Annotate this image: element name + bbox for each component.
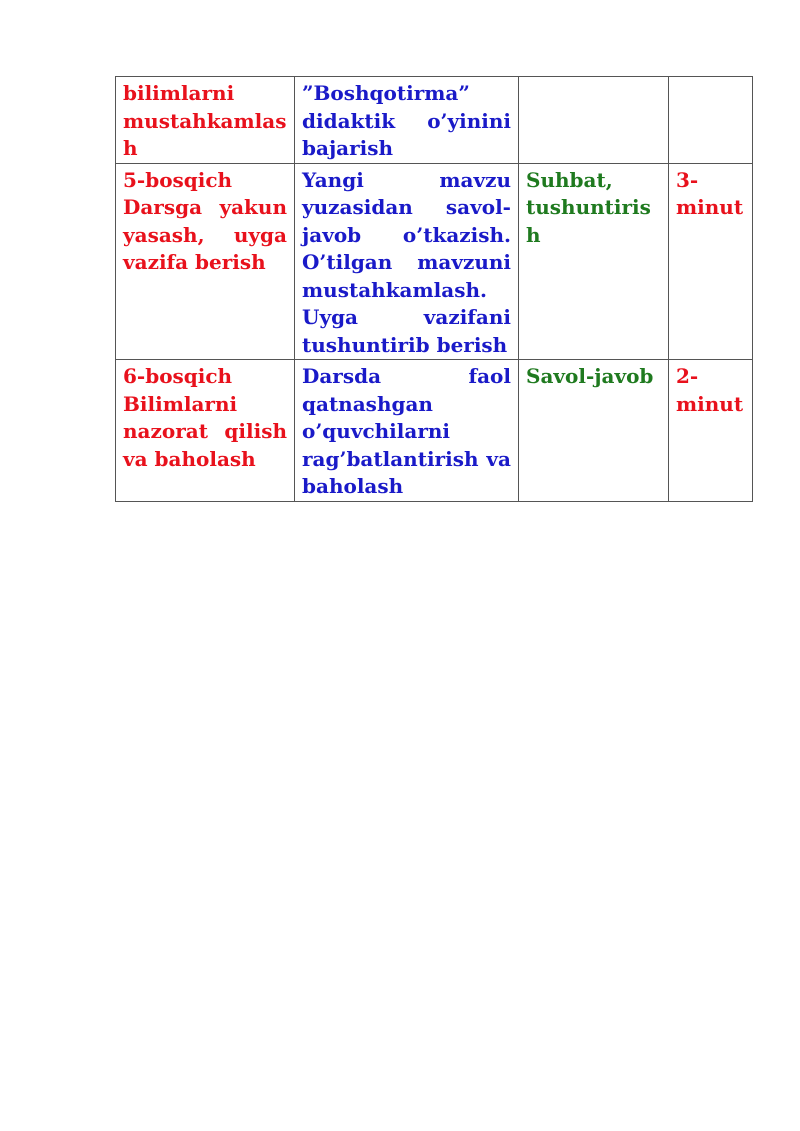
activity-text: baholash — [302, 474, 404, 498]
activity-text: Darsda faol — [302, 364, 511, 388]
activity-cell — [295, 77, 519, 164]
activity-text: mustahkamlash. — [302, 277, 487, 302]
stage-text: vazifa berish — [123, 250, 266, 274]
activity-text: O’tilgan mavzuni — [302, 250, 511, 274]
activity-text: Yangi mavzu — [302, 167, 511, 192]
method-cell — [519, 163, 669, 360]
stage-text: yasash, uyga — [123, 222, 287, 247]
time-text: minut — [676, 391, 744, 416]
time-text: 2- — [676, 364, 699, 388]
method-cell — [519, 77, 669, 164]
activity-text: didaktik o’yinini — [302, 108, 511, 133]
activity-text: yuzasidan savol- — [302, 195, 511, 219]
activity-text: ”Boshqotirma” — [302, 81, 470, 105]
method-text: Suhbat, — [526, 167, 613, 192]
stage-text: nazorat qilish — [123, 419, 287, 443]
stage-text: mustahkamlas — [123, 108, 287, 133]
stage-text: Darsga yakun — [123, 195, 287, 219]
activity-text: qatnashgan — [302, 391, 433, 416]
time-text: minut — [676, 195, 744, 219]
table-row — [116, 163, 753, 360]
stage-text: h — [123, 136, 138, 160]
time-cell — [669, 77, 753, 164]
time-cell — [669, 163, 753, 360]
stage-cell — [116, 360, 295, 502]
time-text: 3- — [676, 167, 699, 192]
time-cell — [669, 360, 753, 502]
stage-cell — [116, 163, 295, 360]
table-row — [116, 360, 753, 502]
activity-text: Uyga vazifani — [302, 305, 511, 329]
stage-text: va baholash — [123, 446, 256, 471]
method-text: Savol-javob — [526, 364, 654, 388]
activity-text: rag’batlantirish va — [302, 446, 511, 471]
activity-text: bajarish — [302, 136, 394, 160]
stage-text: 5-bosqich — [123, 167, 233, 192]
method-text: tushuntirish — [526, 195, 651, 247]
activity-text: tushuntirib berish — [302, 332, 508, 357]
activity-text: o’quvchilarni — [302, 419, 450, 443]
stage-text: 6-bosqich — [123, 364, 233, 388]
activity-cell — [295, 360, 519, 502]
lesson-plan-table — [115, 76, 753, 502]
activity-cell — [295, 163, 519, 360]
method-cell — [519, 360, 669, 502]
stage-cell — [116, 77, 295, 164]
table-row — [116, 77, 753, 164]
stage-text: bilimlarni — [123, 81, 235, 105]
activity-text: javob o’tkazish. — [302, 222, 511, 247]
stage-text: Bilimlarni — [123, 391, 238, 416]
